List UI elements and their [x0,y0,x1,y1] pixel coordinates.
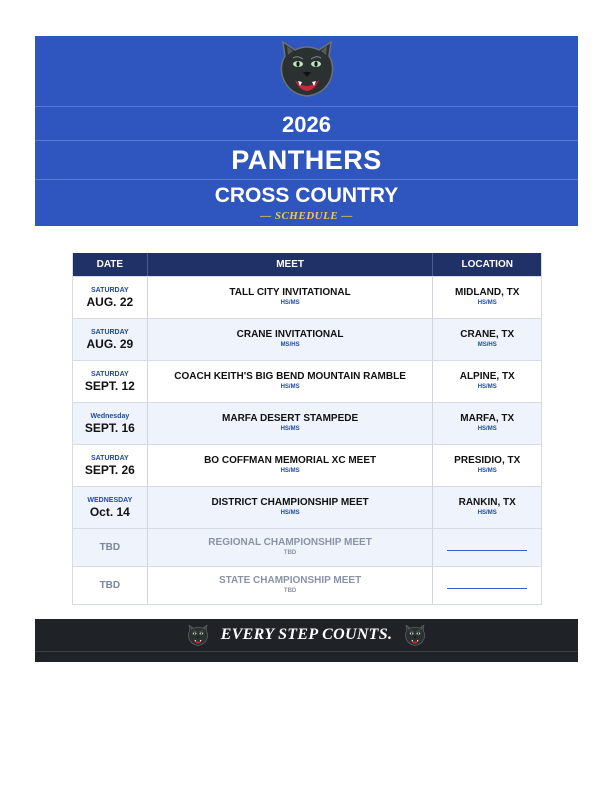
meet-division: HS/MS [280,468,300,474]
meet-location: ALPINE, TX [459,371,515,382]
column-header-location: LOCATION [461,259,513,270]
panther-head-icon [185,623,211,647]
location-division: HS/MS [477,384,497,390]
location-blank-line [447,588,527,589]
meet-name: DISTRICT CHAMPIONSHIP MEET [211,497,369,508]
meet-division: HS/MS [280,384,300,390]
table-row [73,402,541,444]
meet-date: TBD [99,542,121,553]
location-division: HS/MS [477,426,497,432]
meet-day: WEDNESDAY [87,496,133,504]
meet-date: AUG. 29 [86,336,134,351]
schedule-table [72,253,542,605]
meet-division: HS/MS [280,300,300,306]
table-row [73,276,541,318]
meet-name: TALL CITY INVITATIONAL [229,287,351,298]
meet-day: SATURDAY [90,286,129,294]
location-division: HS/MS [477,300,497,306]
meet-day: SATURDAY [90,454,129,462]
location-division: MS/HS [477,342,497,348]
header-banner [35,36,578,226]
location-division: HS/MS [477,468,497,474]
meet-date: Oct. 14 [89,504,130,519]
meet-name: BO COFFMAN MEMORIAL XC MEET [204,455,377,466]
season-year: 2026 [282,112,331,137]
table-row [73,318,541,360]
meet-name: MARFA DESERT STAMPEDE [222,413,359,424]
meet-location: MIDLAND, TX [455,287,520,298]
table-row [73,486,541,528]
meet-name: COACH KEITH'S BIG BEND MOUNTAIN RAMBLE [174,371,406,382]
column-header-meet: MEET [148,253,434,276]
footer-banner [35,619,578,662]
table-header [73,253,541,276]
meet-location: PRESIDIO, TX [454,455,521,466]
table-row [73,444,541,486]
meet-location: RANKIN, TX [458,497,516,508]
table-row [73,566,541,604]
meet-division: TBD [283,550,297,556]
footer-divider [35,651,578,652]
schedule-label: — SCHEDULE — [260,210,353,222]
column-header-date: DATE [73,253,148,276]
meet-location: CRANE, TX [460,329,515,340]
meet-day: Wednesday [90,412,130,420]
location-division: HS/MS [477,510,497,516]
meet-name: REGIONAL CHAMPIONSHIP MEET [208,537,372,548]
meet-name: STATE CHAMPIONSHIP MEET [218,575,362,586]
meet-division: TBD [283,588,297,594]
location-blank-line [447,550,527,551]
meet-location: MARFA, TX [460,413,515,424]
meet-name: CRANE INVITATIONAL [236,329,344,340]
meet-division: MS/HS [280,342,300,348]
meet-date: AUG. 22 [86,294,134,309]
slogan: EVERY STEP COUNTS. [220,626,393,643]
meet-date: SEPT. 12 [84,378,135,393]
meet-day: SATURDAY [90,328,129,336]
divider [35,106,578,107]
meet-date: SEPT. 26 [84,462,135,477]
panther-logo-icon [275,36,339,108]
meet-date: SEPT. 16 [84,420,135,435]
divider [35,140,578,141]
panther-head-icon [402,623,428,647]
table-row [73,528,541,566]
meet-division: HS/MS [280,426,300,432]
meet-division: HS/MS [280,510,300,516]
team-name: PANTHERS [231,145,382,175]
meet-date: TBD [99,580,121,591]
table-row [73,360,541,402]
sport-title: CROSS COUNTRY [214,184,399,207]
meet-day: SATURDAY [90,370,129,378]
divider [35,179,578,180]
